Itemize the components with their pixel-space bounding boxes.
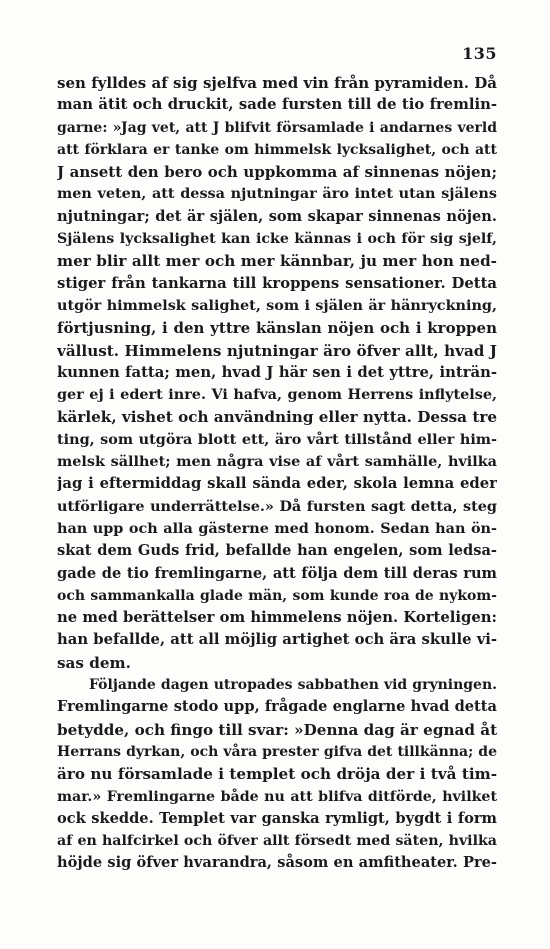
body-text bbox=[57, 72, 497, 875]
text-line: Fremlingarne stodo upp, frågade englarne hvad detta bbox=[57, 698, 497, 716]
text-line: ting, som utgöra blott ett, äro vårt tillstånd eller him- bbox=[57, 430, 497, 448]
text-line: mer blir allt mer och mer kännbar, ju mer hon ned- bbox=[57, 252, 497, 271]
text-line: ne med berättelser om himmelens nöjen. Korteligen: bbox=[57, 609, 497, 627]
text-line: Herrans dyrkan, och våra prester gifva det tillkänna; de bbox=[57, 743, 497, 760]
text-line: utförligare underrättelse.» Då fursten sagt detta, steg bbox=[57, 497, 497, 515]
text-line: kunnen fatta; men, hvad J här sen i det yttre, inträn- bbox=[57, 363, 497, 381]
text-line: sas dem. bbox=[57, 653, 131, 672]
text-line: utgör himmelsk salighet, som i själen är hänryckning, bbox=[57, 296, 497, 314]
text-line: stiger från tankarna till kroppens sensationer. Detta bbox=[57, 274, 497, 292]
text-line: men veten, att dessa njutningar äro intet utan själens bbox=[57, 185, 497, 203]
page-number: 135 bbox=[462, 44, 497, 63]
text-line: äro nu församlade i templet och dröja der i två tim- bbox=[57, 765, 497, 784]
text-line: betydde, och fingo till svar: »Denna dag är egnad åt bbox=[57, 720, 497, 739]
text-line: Själens lycksalighet kan icke kännas i och för sig sjelf, bbox=[57, 231, 497, 248]
text-line: mar.» Fremlingarne både nu att blifva ditförde, hvilket bbox=[57, 788, 497, 805]
text-line: han upp och alla gästerne med honom. Sedan han ön- bbox=[57, 519, 497, 537]
text-line: sen fylldes af sig sjelfva med vin från pyramiden. Då bbox=[57, 74, 497, 92]
text-line: melsk sällhet; men några vise af vårt samhälle, hvilka bbox=[57, 453, 497, 471]
text-line: gade de tio fremlingarne, att följa dem till deras rum bbox=[57, 564, 497, 582]
text-line: man ätit och druckit, sade fursten till de tio fremlin- bbox=[57, 96, 497, 114]
text-line: ock skedde. Templet var ganska rymligt, bygdt i form bbox=[57, 809, 497, 827]
text-line: vällust. Himmelens njutningar äro öfver allt, hvad J bbox=[57, 341, 497, 360]
text-line: J ansett den bero och uppkomma af sinnenas nöjen; bbox=[57, 163, 497, 182]
text-line: att förklara er tanke om himmelsk lycksalighet, och att bbox=[57, 141, 497, 158]
text-line: af en halfcirkel och öfver allt försedt med säten, hvilka bbox=[57, 833, 497, 850]
text-line: skat dem Guds frid, befallde han engelen, som ledsa- bbox=[57, 542, 497, 560]
text-line: Följande dagen utropades sabbathen vid gryningen. bbox=[89, 677, 497, 694]
text-line: ger ej i edert inre. Vi hafva, genom Herrens inflytelse, bbox=[57, 386, 497, 404]
text-line: och sammankalla glade män, som kunde roa de nykom- bbox=[57, 587, 497, 604]
text-line: jag i eftermiddag skall sända eder, skola lemna eder bbox=[57, 475, 497, 493]
text-line: höjde sig öfver hvarandra, såsom en amfitheater. Pre- bbox=[57, 854, 497, 872]
text-line: han befallde, att all möjlig artighet och ära skulle vi- bbox=[57, 631, 497, 649]
text-line: garne: »Jag vet, att J blifvit församlade i andarnes verld bbox=[57, 119, 497, 136]
text-line: förtjusning, i den yttre känslan nöjen och i kroppen bbox=[57, 319, 497, 338]
text-line: kärlek, vishet och användning eller nytta. Dessa tre bbox=[57, 408, 497, 427]
text-line: njutningar; det är själen, som skapar sinnenas nöjen. bbox=[57, 207, 497, 225]
